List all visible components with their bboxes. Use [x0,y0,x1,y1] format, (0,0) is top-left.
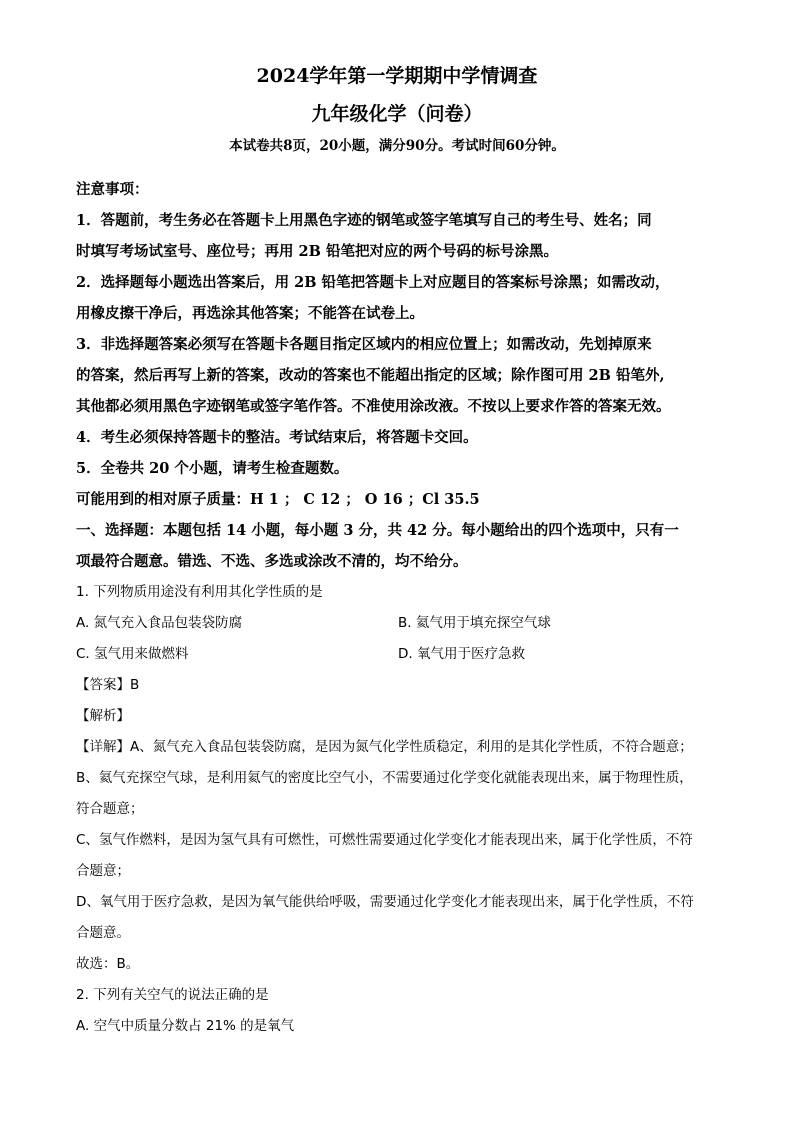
section-heading-line: 一、选择题：本题包括 14 小题，每小题 3 分，共 42 分。每小题给出的四个选项中，只有一 [76,522,679,539]
notice-line: 其他都必须用黑色字迹钢笔或签字笔作答。不准使用涂改液。不按以上要求作答的答案无效。 [76,398,671,415]
options-row [76,608,724,639]
section-heading-line: 项最符合题意。错选、不选、多选或涂改不清的，均不给分。 [76,553,468,570]
exam-content [76,174,724,1042]
detail-line: C、氢气作燃料，是因为氢气具有可燃性，可燃性需要通过化学变化才能表现出来，属于化学性质，不符 [76,832,693,848]
options-row [76,639,724,670]
detail-line: 合题意。 [76,925,130,941]
notice-section [76,174,724,515]
notice-line: 用橡皮擦干净后，再选涂其他答案；不能答在试卷上。 [76,305,424,322]
question-1 [76,577,724,980]
notice-line: 5．全卷共 20 个小题，请考生检查题数。 [76,460,349,477]
detail-line: 合题意； [76,863,130,879]
analysis-label: 【解析】 [76,708,130,724]
question-2 [76,980,724,1042]
notice-line: 4．考生必须保持答题卡的整洁。考试结束后，将答题卡交回。 [76,429,478,446]
question-stem: 1. 下列物质用途没有利用其化学性质的是 [76,584,323,600]
detail-line: 【详解】A、氮气充入食品包装袋防腐，是因为氮气化学性质稳定，利用的是其化学性质，不符合题意； [76,739,693,755]
notice-heading: 注意事项： [76,181,149,198]
detail-line: 符合题意； [76,801,144,817]
option-a: A. 空气中质量分数占 21% 的是氧气 [76,1018,295,1034]
notice-line: 1．答题前，考生务必在答题卡上用黑色字迹的钢笔或签字笔填写自己的考生号、姓名；同 [76,212,652,229]
option-c: C. 氢气用来做燃料 [76,646,189,662]
exam-title: 2024学年第一学期期中学情调查 [256,65,538,87]
detail-line: D、氧气用于医疗急救，是因为氧气能供给呼吸，需要通过化学变化才能表现出来，属于化学性质，不符 [76,894,694,910]
exam-info: 本试卷共8页，20小题，满分90分。考试时间60分钟。 [229,138,565,154]
question-stem: 2. 下列有关空气的说法正确的是 [76,987,269,1003]
detail-line: B、氦气充探空气球，是利用氦气的密度比空气小，不需要通过化学变化就能表现出来，属于物理性质， [76,770,693,786]
notice-line: 3．非选择题答案必须写在答题卡各题目指定区域内的相应位置上；如需改动，先划掉原来 [76,336,652,353]
atomic-mass-line: 可能用到的相对原子质量：H 1 ； C 12 ； O 16 ；Cl 35.5 [76,491,480,508]
notice-line: 2．选择题每小题选出答案后，用 2B 铅笔把答题卡上对应题目的答案标号涂黑；如需改动， [76,274,670,291]
option-d: D. 氧气用于医疗急救 [398,646,525,662]
exam-subtitle: 九年级化学（问卷） [311,103,483,125]
notice-line: 时填写考场试室号、座位号；再用 2B 铅笔把对应的两个号码的标号涂黑。 [76,243,558,260]
section1-instructions [76,515,724,577]
option-b: B. 氦气用于填充探空气球 [398,615,551,631]
detail-line: 故选：B。 [76,956,140,972]
answer-label: 【答案】B [76,677,140,693]
option-a: A. 氮气充入食品包装袋防腐 [76,615,243,631]
notice-line: 的答案，然后再写上新的答案，改动的答案也不能超出指定的区域；除作图可用 2B 铅笔外, [76,367,665,384]
